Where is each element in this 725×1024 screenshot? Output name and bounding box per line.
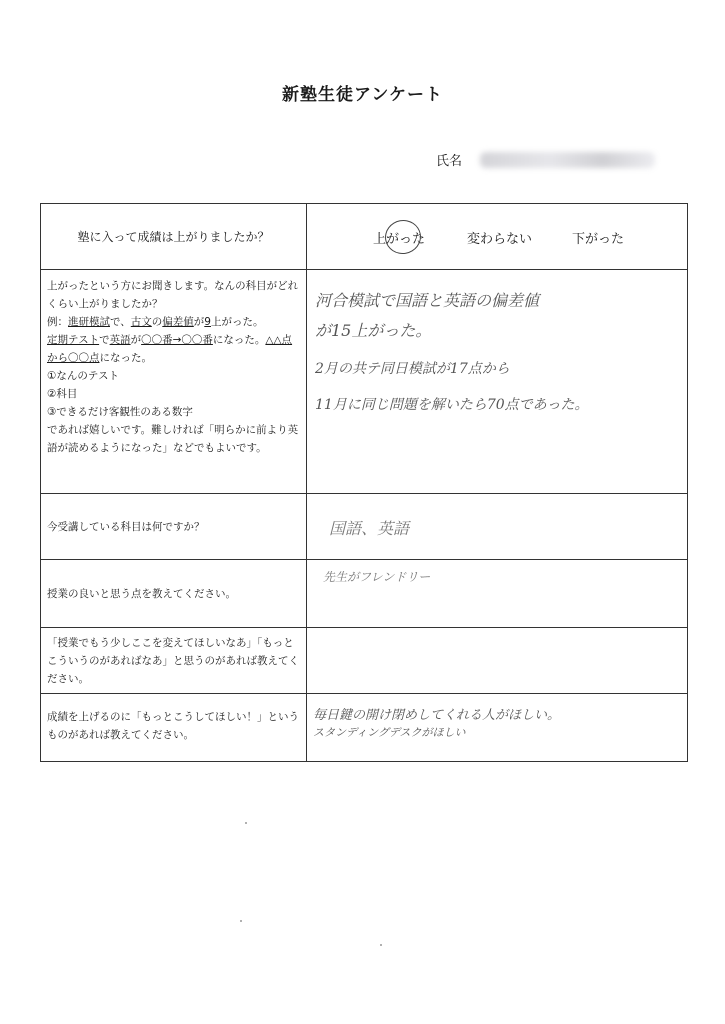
redacted-name [480,152,655,168]
survey-row-1 [41,204,688,270]
q6-line-2: ものがあれば教えてください。 [47,729,194,741]
handwritten-line: が15上がった。 [315,321,432,340]
line4-part: になった。 [212,334,266,346]
q5-line-2: こういうのがあればなあ」と思うのがあれば教えてく [47,655,299,667]
example-prefix: 例： [47,316,68,328]
q6-line-1: 成績を上げるのに「もっとこうしてほしい！」という [47,711,299,723]
example-text: で、 [110,316,131,328]
scan-speck [240,920,242,922]
line5-part: から〇〇点 [47,352,100,364]
question-6 [41,694,307,762]
handwritten-line: スタンディングデスクがほしい [313,726,466,739]
q2-line-1: 上がったという方にお聞きします。なんの科目がどれ [47,280,299,292]
line4-part: が [130,334,142,346]
choice-up [373,228,425,247]
q2-tail-2: 語が読めるようになった」などでもよいです。 [47,442,267,454]
example-test: 進研模試 [68,316,110,328]
q2-list-2: ②科目 [47,388,78,400]
page-title: 新塾生徒アンケート [282,85,443,105]
line5-part: になった。 [99,352,152,364]
line4-part: で [99,334,110,346]
line4-part: 〇〇番→〇〇番 [141,334,213,346]
q5-line-3: ださい。 [47,673,89,685]
answer-6 [307,694,688,762]
answer-2 [307,270,688,494]
survey-table [40,203,688,762]
example-metric: 偏差値 [162,316,194,328]
handwritten-line: 11月に同じ問題を解いたら70点であった。 [315,397,589,413]
handwritten-line: 国語、英語 [329,519,410,538]
q2-list-3: ③できるだけ客観性のある数字 [47,406,193,418]
line4-part: 英語 [109,334,131,346]
scan-speck [380,944,382,946]
survey-row-6 [41,694,688,762]
example-text: の [151,316,163,328]
example-text: が [193,316,205,328]
q2-line-2: くらい上がりましたか？ [47,298,163,310]
name-label: 氏名 [436,154,463,169]
handwritten-line: 河合模試で国語と英語の偏差値 [315,291,540,310]
line4-part: △△点 [265,334,293,346]
q2-line-4 [47,331,300,349]
example-subject: 古文 [130,316,152,328]
handwritten-line: 先生がフレンドリー [323,570,431,584]
q2-line-5 [47,349,300,367]
choice-up-label: 上がった [373,232,426,247]
q2-tail-1: であれば嬉しいです。難しければ「明らかに前より英 [47,424,299,436]
answer-4 [307,560,688,628]
example-value: 9 [204,316,211,328]
handwritten-line: 毎日鍵の開け閉めしてくれる人がほしい。 [313,708,561,723]
survey-row-3 [41,494,688,560]
q2-example [47,313,300,331]
handwritten-line: 2月の共テ同日模試が17点から [315,361,510,377]
name-row [436,148,666,170]
choice-down: 下がった [572,232,625,247]
answer-3 [307,494,688,560]
q5-line-1: 「授業でもう少しここを変えてほしいなあ」「もっと [47,637,294,649]
survey-row-5 [41,628,688,694]
answer-1 [307,204,688,270]
circle-mark [382,217,423,257]
question-4: 授業の良いと思う点を教えてください。 [41,560,307,628]
answer-5 [307,628,688,694]
question-5 [41,628,307,694]
survey-row-4 [41,560,688,628]
line4-part: 定期テスト [47,334,100,346]
question-3: 今受講している科目は何ですか？ [41,494,307,560]
scan-speck [245,822,247,824]
question-2 [41,270,307,494]
q2-list-1: ①なんのテスト [47,370,119,382]
question-1: 塾に入って成績は上がりましたか？ [41,204,307,270]
survey-row-2 [41,270,688,494]
example-text: 上がった。 [210,316,264,328]
choice-same: 変わらない [467,232,533,247]
